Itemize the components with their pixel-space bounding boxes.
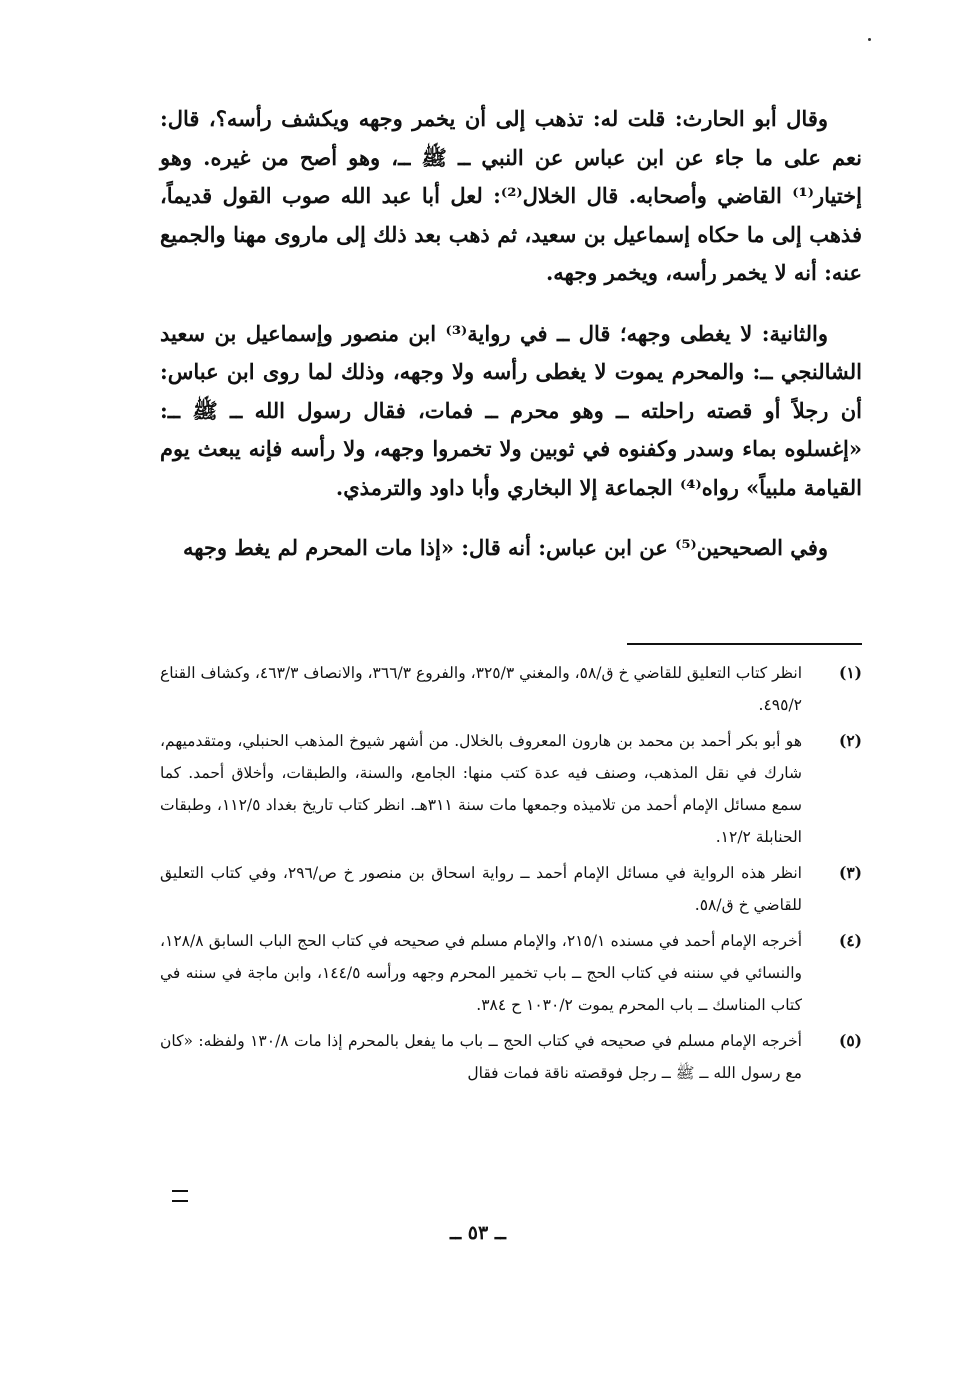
- footnote-text: أخرجه الإمام مسلم في صحيحه في كتاب الحج ــ باب ما يفعل بالمحرم إذا مات ١٣٠/٨ ولفظه: «كان مع رسول الله ــ ﷺ ــ رجل فوقصته ناقة فمات فقال: [160, 1032, 802, 1082]
- footnote-text: هو أبو بكر أحمد بن محمد بن هارون المعروف بالخلال. من أشهر شيوخ المذهب الحنبلي، ومتقدميهم، شارك في نقل المذهب، وصنف فيه عدة كتب منها: الجامع، والسنة، والطبقات، وأخلاق أحمد. كما سمع مسائل الإمام أحمد من تلاميذه وجمعها مات سنة ٣١١هـ. انظر كتاب تاريخ بغداد ١١٢/٥، وطبقات الحنابلة ١٢/٢.: [160, 732, 802, 846]
- footnote-1: [160, 657, 862, 721]
- footnote-separator: [627, 643, 862, 645]
- main-text: [160, 100, 862, 590]
- footnote-text: أخرجه الإمام أحمد في مسنده ٢١٥/١، والإمام مسلم في صحيحه في كتاب الحج الباب السابق ١٢٨/٨، والنسائي في سننه في كتاب الحج ــ باب تخمير المحرم وجهه ورأسه ١٤٤/٥، وابن ماجة في سننه في كتاب المناسك ــ باب المحرم يموت ١٠٣٠/٢ ح ٣٨٤.: [160, 932, 802, 1014]
- scan-speck: [868, 38, 871, 41]
- footnote-4: [160, 925, 862, 1021]
- paragraph-2: والثانية: لا يغطى وجهه؛ قال ــ في رواية⁽³⁾ ابن منصور وإسماعيل بن سعيد الشالنجي ــ: والمحرم يموت لا يغطى رأسه ولا وجهه، وذلك لما روى ابن عباس: أن رجلاً أو قصته راحلته ــ وهو محرم ــ فمات، فقال رسول الله ــ ﷺ ــ: «إغسلوه بماء وسدر وكفنوه في ثوبين ولا تخمروا وجهه، ولا رأسه فإنه يبعث يوم القيامة ملبياً» رواه⁽⁴⁾ الجماعة إلا البخاري وأبا داود والترمذي.: [160, 320, 862, 500]
- footnotes: [160, 657, 862, 1093]
- footnote-2: [160, 725, 862, 853]
- footnote-3: [160, 857, 862, 921]
- footnote-number: (١): [838, 663, 862, 682]
- footnote-number: (٥): [838, 1031, 862, 1050]
- paragraph-1: وقال أبو الحارث: قلت له: تذهب إلى أن يخمر وجهه ويكشف رأسه؟، قال: نعم على ما جاء عن ابن عباس عن النبي ــ ﷺ ــ، وهو أصح من غيره. وهو إختيار⁽¹⁾ القاضي وأصحابه. قال الخلال⁽²⁾: لعل أبا عبد الله صوب القول قديماً، فذهب إلى ما حكاه إسماعيل بن سعيد، ثم ذهب بعد ذلك إلى ماروى مهنا والجميع عنه: أنه لا يخمر رأسه، ويخمر وجهه.: [160, 106, 862, 285]
- footnote-text: انظر هذه الرواية في مسائل الإمام أحمد ــ رواية اسحاق بن منصور خ ص/٢٩٦، وفي كتاب التعليق للقاضي خ ق/٥٨.: [160, 864, 802, 914]
- footnote-number: (٤): [838, 931, 862, 950]
- footnote-text: انظر كتاب التعليق للقاضي خ ق/٥٨، والمغني ٣٢٥/٣، والفروع ٣٦٦/٣، والانصاف ٤٦٣/٣، وكشاف القناع ٤٩٥/٢.: [160, 664, 802, 714]
- page-number: ــ ٥٣ ــ: [450, 1222, 506, 1244]
- continuation-mark: [172, 1190, 188, 1202]
- footnote-number: (٣): [838, 863, 862, 882]
- footnote-5: [160, 1025, 862, 1089]
- footnote-number: (٢): [838, 731, 862, 750]
- paragraph-3: وفي الصحيحين⁽⁵⁾ عن ابن عباس: أنه قال: «إذا مات المحرم لم يغط وجهه: [183, 535, 828, 560]
